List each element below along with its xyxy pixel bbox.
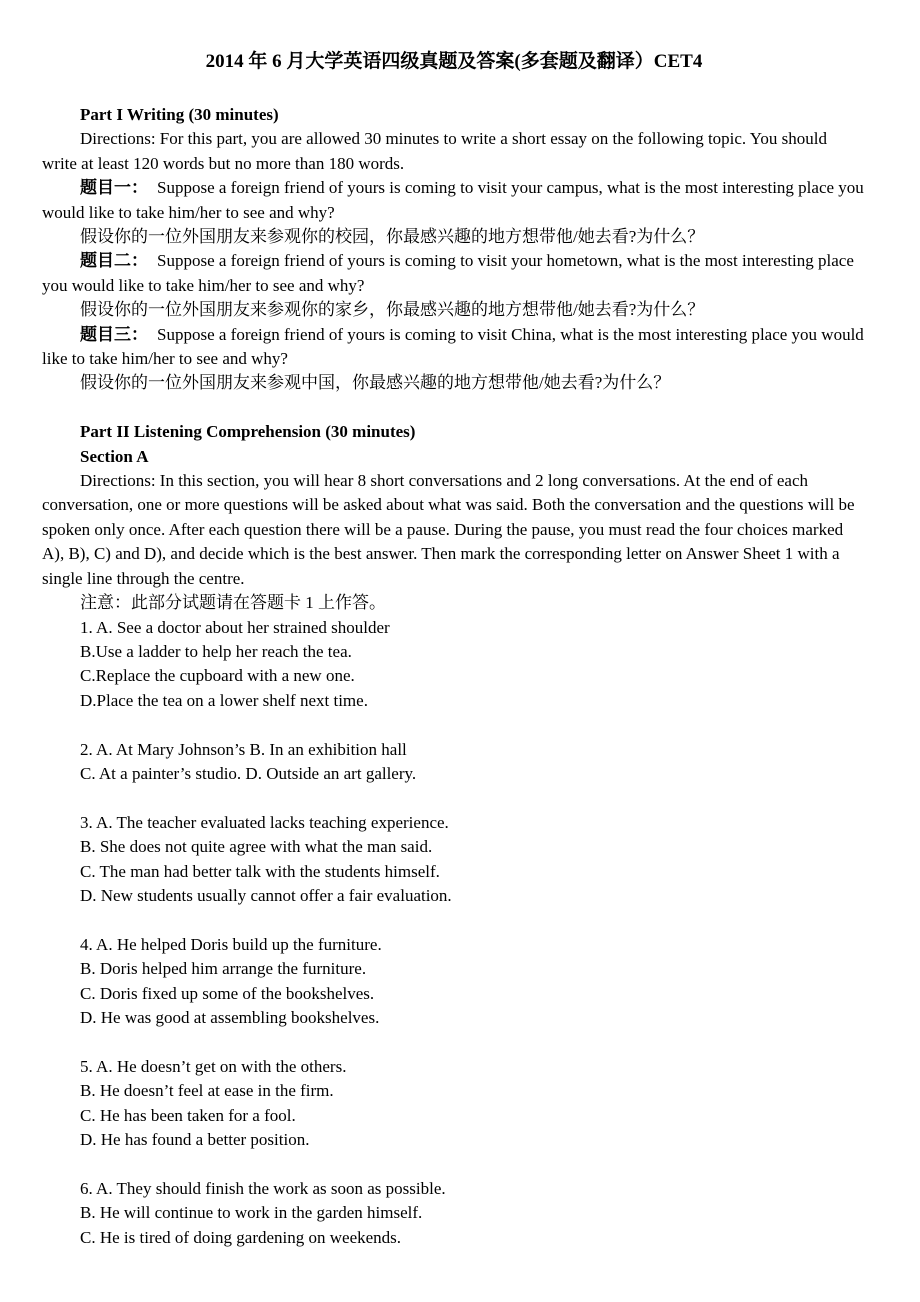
topic-3-question-en: Suppose a foreign friend of yours is coming to visit China, what is the most interesting place you would like to take him/her to see and why?: [42, 324, 864, 369]
question-5-option-c: C. He has been taken for a fool.: [80, 1105, 296, 1125]
question-1-option-d: D.Place the tea on a lower shelf next time.: [80, 690, 368, 710]
topic-2-question-en: Suppose a foreign friend of yours is coming to visit your hometown, what is the most interesting place you would like to take him/her to see and why?: [42, 251, 854, 295]
question-1-option-b: B.Use a ladder to help her reach the tea.: [80, 641, 352, 661]
topic-1-question-en: Suppose a foreign friend of yours is coming to visit your campus, what is the most interesting place you would like to take him/her to see and why?: [42, 178, 864, 222]
topic-2-label: 题目二：: [80, 251, 148, 271]
question-4-option-c: C. Doris fixed up some of the bookshelves.: [80, 983, 375, 1003]
part2-answer-sheet-note: 注意：此部分试题请在答题卡 1 上作答。: [80, 593, 386, 613]
topic-3-question-cn: 假设你的一位外国朋友来参观中国，你最感兴趣的地方想带他/她去看?为什么？: [80, 373, 671, 393]
question-4-option-a: 4. A. He helped Doris build up the furniture.: [80, 934, 382, 954]
part1-writing-section: [42, 103, 866, 396]
question-5-option-b: B. He doesn’t feel at ease in the firm.: [80, 1081, 334, 1101]
question-4: [42, 933, 866, 1031]
question-3: [42, 811, 866, 909]
topic-3-paragraph: [42, 323, 866, 372]
question-5-option-a: 5. A. He doesn’t get on with the others.: [80, 1056, 347, 1076]
part2-directions: Directions: In this section, you will hear 8 short conversations and 2 long conversations. At the end of each conversation, one or more questions will be asked about what was said. Both the conversation and the questions will be spoken only once. After each question there will be a pause. During the pause, you must read the four choices marked A), B), C) and D), and decide which is the best answer. Then mark the corresponding letter on Answer Sheet 1 with a single line through the centre.: [42, 471, 855, 588]
topic-1-label: 题目一：: [80, 178, 148, 198]
question-6-option-c: C. He is tired of doing gardening on weekends.: [80, 1227, 402, 1247]
question-3-option-c: C. The man had better talk with the students himself.: [80, 861, 440, 881]
question-1-option-c: C.Replace the cupboard with a new one.: [80, 666, 355, 686]
question-1-option-a: 1. A. See a doctor about her strained shoulder: [80, 617, 390, 637]
topic-1-paragraph: [42, 176, 866, 225]
question-6-option-a: 6. A. They should finish the work as soon as possible.: [80, 1178, 446, 1198]
question-2: [42, 738, 866, 787]
question-1: [42, 616, 866, 714]
question-6: [42, 1177, 866, 1250]
part2-listening-section: [42, 420, 866, 1250]
question-2-options-cd: C. At a painter’s studio. D. Outside an art gallery.: [80, 763, 417, 783]
topic-1-question-cn: 假设你的一位外国朋友来参观你的校园，你最感兴趣的地方想带他/她去看?为什么？: [80, 227, 705, 247]
topic-3-label: 题目三：: [80, 324, 148, 344]
part1-directions: Directions: For this part, you are allowed 30 minutes to write a short essay on the following topic. You should write at least 120 words but no more than 180 words.: [42, 129, 827, 173]
question-6-option-b: B. He will continue to work in the garden himself.: [80, 1203, 423, 1223]
part2-section-a-heading: Section A: [80, 446, 149, 466]
question-3-option-a: 3. A. The teacher evaluated lacks teaching experience.: [80, 812, 449, 832]
topic-2-paragraph: [42, 249, 866, 298]
question-3-option-b: B. She does not quite agree with what the man said.: [80, 837, 433, 857]
question-2-options-ab: 2. A. At Mary Johnson’s B. In an exhibition hall: [80, 739, 407, 759]
topic-2-question-cn: 假设你的一位外国朋友来参观你的家乡，你最感兴趣的地方想带他/她去看?为什么？: [80, 300, 705, 320]
question-5: [42, 1055, 866, 1153]
question-5-option-d: D. He has found a better position.: [80, 1129, 310, 1149]
document-title: 2014 年 6 月大学英语四级真题及答案(多套题及翻译）CET4: [205, 51, 703, 72]
question-3-option-d: D. New students usually cannot offer a fair evaluation.: [80, 885, 452, 905]
question-4-option-b: B. Doris helped him arrange the furniture.: [80, 959, 367, 979]
part2-heading: Part II Listening Comprehension (30 minutes): [80, 422, 416, 442]
question-4-option-d: D. He was good at assembling bookshelves.: [80, 1007, 380, 1027]
part1-heading: Part I Writing (30 minutes): [80, 105, 279, 124]
